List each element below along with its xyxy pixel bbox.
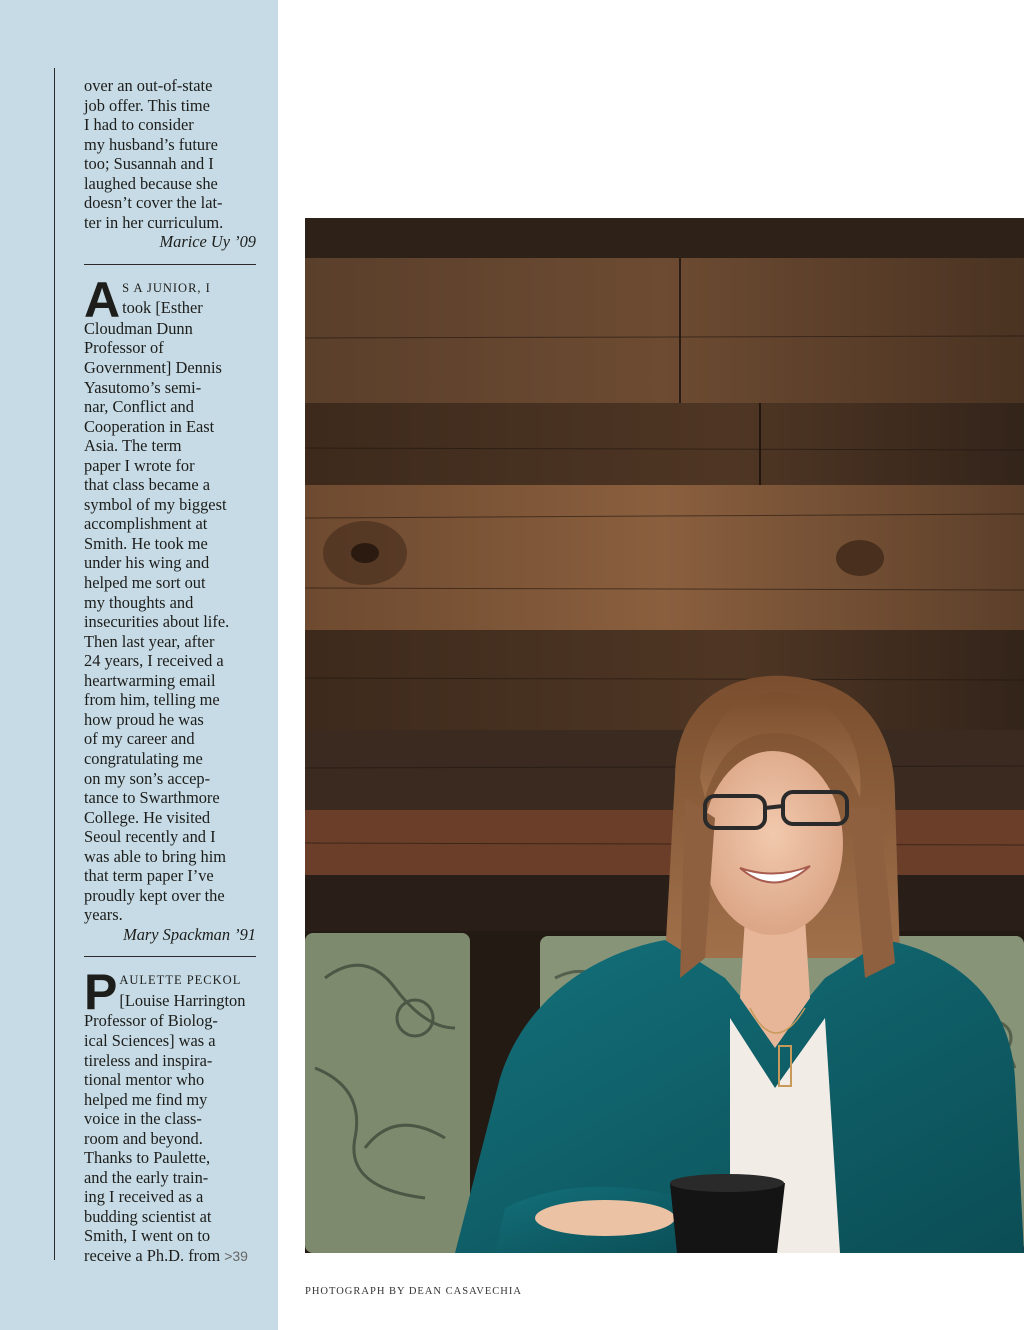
- text-line: Asia. The term: [84, 436, 182, 456]
- text-line: too; Susannah and I: [84, 154, 214, 174]
- smallcaps-lead: AULETTE PECKOL: [119, 973, 242, 988]
- smallcaps-lead: S A JUNIOR, I: [122, 280, 211, 295]
- signature-uy: Marice Uy ’09: [159, 232, 256, 252]
- text-line: helped me sort out: [84, 573, 206, 593]
- text-line: doesn’t cover the lat-: [84, 193, 223, 213]
- text-line: job offer. This time: [84, 95, 210, 115]
- text-line: on my son’s accep-: [84, 768, 211, 788]
- text-line: I had to consider: [84, 115, 194, 135]
- signature-spackman: Mary Spackman ’91: [123, 924, 256, 944]
- dropcap-a: A: [84, 271, 121, 328]
- text-line: Smith. He took me: [84, 533, 208, 553]
- text-line: years.: [84, 905, 123, 925]
- text-line: 24 years, I received a: [84, 651, 224, 671]
- text-line: Professor of Biolog-: [84, 1011, 218, 1031]
- text-line: how proud he was: [84, 709, 204, 729]
- text-line: Cloudman Dunn: [84, 318, 193, 338]
- text-line: Thanks to Paulette,: [84, 1148, 211, 1168]
- text-line: insecurities about life.: [84, 612, 230, 632]
- portrait-photo: [305, 218, 1024, 1253]
- text-line: voice in the class-: [84, 1109, 202, 1129]
- sidebar-vertical-rule: [54, 68, 55, 1260]
- text-line: Seoul recently and I: [84, 827, 216, 847]
- text-line: laughed because she: [84, 173, 218, 193]
- text-line: my thoughts and: [84, 592, 194, 612]
- text-line: nar, Conflict and: [84, 397, 194, 417]
- portrait-illustration: [305, 218, 1024, 1253]
- last-line: receive a Ph.D. from >39: [84, 1245, 248, 1265]
- testimonial-uy: [84, 76, 262, 232]
- lead-line-2: [Louise Harrington: [119, 990, 246, 1010]
- text-line: heartwarming email: [84, 670, 216, 690]
- text-line: Professor of: [84, 338, 164, 358]
- text-line: my husband’s future: [84, 134, 218, 154]
- testimonial-spackman: [84, 271, 262, 925]
- text-line: symbol of my biggest: [84, 494, 227, 514]
- text-line: Government] Dennis: [84, 358, 222, 378]
- divider-2: [84, 956, 256, 957]
- text-line: accomplishment at: [84, 514, 208, 534]
- text-line: room and beyond.: [84, 1128, 203, 1148]
- text-line: Yasutomo’s semi-: [84, 377, 202, 397]
- text-line: budding scientist at: [84, 1206, 212, 1226]
- text-line: was able to bring him: [84, 846, 227, 866]
- text-line: that class became a: [84, 475, 211, 495]
- testimonial-peckol: [84, 964, 262, 1266]
- text-line: tireless and inspira-: [84, 1050, 213, 1070]
- text-line: ical Sciences] was a: [84, 1030, 216, 1050]
- text-line: proudly kept over the: [84, 885, 225, 905]
- dropcap-p: P: [84, 964, 118, 1021]
- continued-marker[interactable]: >39: [224, 1247, 248, 1264]
- text-line: tance to Swarthmore: [84, 788, 220, 808]
- text-line: over an out-of-state: [84, 76, 213, 95]
- text-line: under his wing and: [84, 553, 210, 573]
- text-line: College. He visited: [84, 807, 211, 827]
- sidebar-column: [84, 76, 262, 1267]
- text-line: helped me find my: [84, 1089, 208, 1109]
- text-line: from him, telling me: [84, 690, 220, 710]
- text-line: congratulating me: [84, 748, 203, 768]
- text-line: Cooperation in East: [84, 416, 215, 436]
- text-line: that term paper I’ve: [84, 866, 214, 886]
- text-line: of my career and: [84, 729, 195, 749]
- lead-line-2: took [Esther: [122, 298, 203, 318]
- text-line: paper I wrote for: [84, 455, 195, 475]
- text-line: ter in her curriculum.: [84, 212, 224, 232]
- text-line: Smith, I went on to: [84, 1226, 211, 1246]
- divider-1: [84, 264, 256, 265]
- photo-credit: PHOTOGRAPH BY DEAN CASAVECHIA: [305, 1286, 522, 1297]
- text-line: tional mentor who: [84, 1070, 205, 1090]
- text-line: and the early train-: [84, 1167, 209, 1187]
- text-line: Then last year, after: [84, 631, 215, 651]
- text-line: ing I received as a: [84, 1187, 204, 1207]
